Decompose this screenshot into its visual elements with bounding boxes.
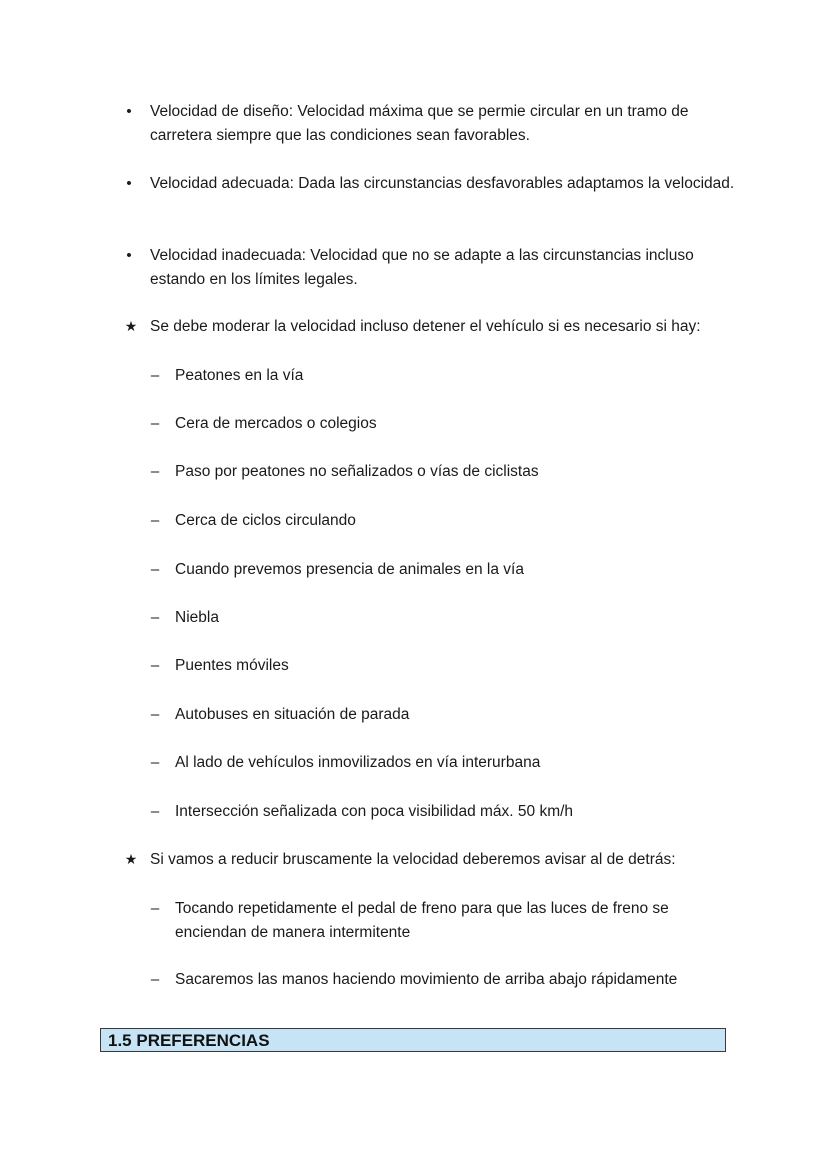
dash-icon: – <box>150 609 160 626</box>
dash-text: Cuando prevemos presencia de animales en la vía <box>175 561 524 578</box>
star-text: Se debe moderar la velocidad incluso detener el vehículo si es necesario si hay: <box>150 318 701 335</box>
dash-icon: – <box>150 512 160 529</box>
dash-text: Niebla <box>175 609 219 626</box>
dash-text: Tocando repetidamente el pedal de freno para que las luces de freno se enciendan de manera intermitente <box>175 900 669 941</box>
dash-icon: – <box>150 657 160 674</box>
bullet-text: Velocidad inadecuada: Velocidad que no se adapte a las circunstancias incluso estando en los límites legales. <box>150 247 694 288</box>
dash-icon: – <box>150 900 160 917</box>
star-text: Si vamos a reducir bruscamente la velocidad deberemos avisar al de detrás: <box>150 851 676 868</box>
bullet-text: Velocidad adecuada: Dada las circunstancias desfavorables adaptamos la velocidad. <box>150 175 735 192</box>
dash-icon: – <box>150 803 160 820</box>
bullet-text: Velocidad de diseño: Velocidad máxima que se permie circular en un tramo de carretera siempre que las condiciones sean favorables. <box>150 103 689 144</box>
star-icon: ★ <box>124 318 138 334</box>
dash-text: Peatones en la vía <box>175 367 304 384</box>
section-heading-title: 1.5 PREFERENCIAS <box>108 1031 270 1050</box>
dash-text: Puentes móviles <box>175 657 289 674</box>
dash-icon: – <box>150 754 160 771</box>
dash-text: Paso por peatones no señalizados o vías de ciclistas <box>175 463 539 480</box>
dash-icon: – <box>150 561 160 578</box>
bullet-dot-icon: • <box>126 175 132 192</box>
dash-icon: – <box>150 367 160 384</box>
dash-icon: – <box>150 415 160 432</box>
section-heading <box>100 1028 726 1052</box>
dash-icon: – <box>150 706 160 723</box>
dash-icon: – <box>150 971 160 988</box>
dash-text: Sacaremos las manos haciendo movimiento de arriba abajo rápidamente <box>175 971 678 988</box>
dash-icon: – <box>150 463 160 480</box>
dash-text: Cera de mercados o colegios <box>175 415 377 432</box>
dash-text: Autobuses en situación de parada <box>175 706 410 723</box>
bullet-dot-icon: • <box>126 103 132 120</box>
bullet-dot-icon: • <box>126 247 132 264</box>
dash-text: Intersección señalizada con poca visibilidad máx. 50 km/h <box>175 803 574 820</box>
dash-text: Al lado de vehículos inmovilizados en vía interurbana <box>175 754 541 771</box>
star-icon: ★ <box>124 851 138 867</box>
dash-text: Cerca de ciclos circulando <box>175 512 356 529</box>
